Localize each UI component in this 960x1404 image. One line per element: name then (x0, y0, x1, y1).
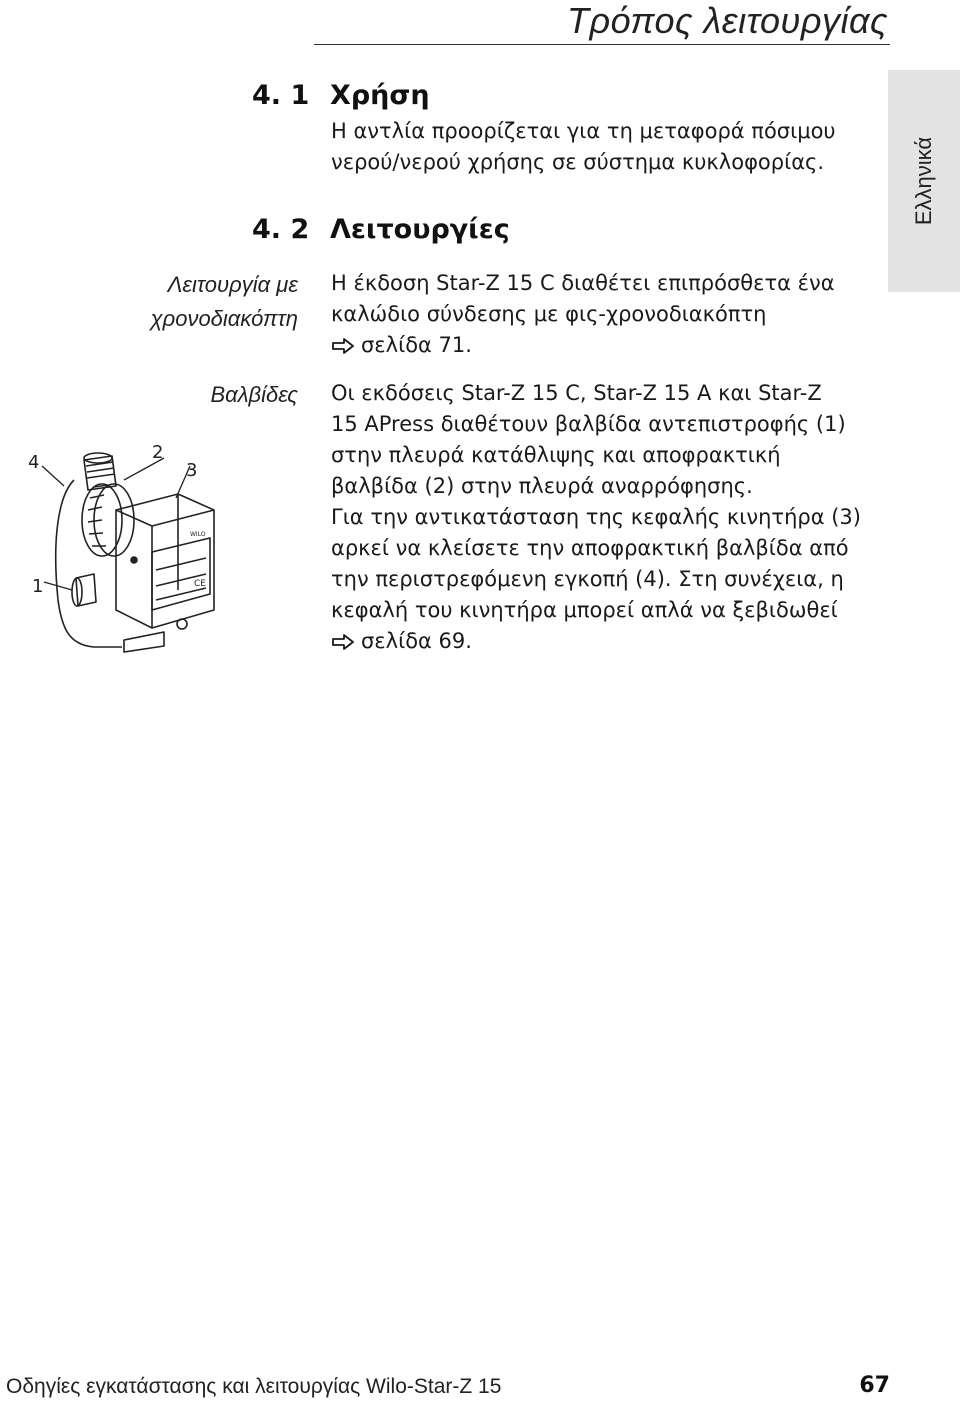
section-title: Χρήση (330, 80, 430, 111)
timer-text (331, 268, 906, 361)
page-header-title: Τρόπος λειτουργίας (567, 0, 888, 41)
section-title: Λειτουργίες (330, 214, 510, 245)
page-reference (331, 330, 906, 361)
side-label-valves: Βαλβίδες (210, 382, 298, 407)
page-reference-text: σελίδα 69. (361, 629, 472, 653)
arrow-right-icon (331, 338, 355, 354)
text-line: 15 APress διαθέτουν βαλβίδα αντεπιστροφής (1) (331, 412, 846, 436)
text-line: νερού/νερού χρήσης σε σύστημα κυκλοφορίας. (331, 150, 825, 174)
text-line: την περιστρεφόμενη εγκοπή (4). Στη συνέχεια, η (331, 567, 844, 591)
valves-text (331, 378, 906, 657)
text-line: βαλβίδα (2) στην πλευρά αναρρόφησης. (331, 474, 753, 498)
callout-label: 3 (186, 460, 198, 481)
language-label: Ελληνικά (911, 136, 936, 226)
page-number: 67 (859, 1373, 890, 1398)
footer-text: Οδηγίες εγκατάστασης και λειτουργίας Wilo-Star-Z 15 (6, 1375, 502, 1398)
page-reference-text: σελίδα 71. (361, 333, 472, 357)
figure-brand-text: WILO (190, 531, 206, 538)
page-reference (331, 626, 906, 657)
callout-label: 4 (28, 452, 40, 473)
section-number: 4. 1 (252, 80, 310, 111)
language-tab (888, 70, 960, 292)
side-label-timer (151, 268, 298, 336)
side-label-line: Λειτουργία με (167, 272, 298, 297)
pump-illustration (24, 440, 240, 662)
text-line: Η έκδοση Star-Z 15 C διαθέτει επιπρόσθετα ένα (331, 271, 835, 295)
header-divider (314, 44, 890, 45)
arrow-right-icon (331, 634, 355, 650)
text-line: Οι εκδόσεις Star-Z 15 C, Star-Z 15 A και Star-Z (331, 381, 822, 405)
figure-ce-text: CE (194, 579, 206, 589)
section-text (331, 116, 906, 178)
text-line: αρκεί να κλείσετε την αποφρακτική βαλβίδα από (331, 536, 849, 560)
text-line: στην πλευρά κατάθλιψης και αποφρακτική (331, 443, 781, 467)
text-line: καλώδιο σύνδεσης με φις-χρονοδιακόπτη (331, 302, 767, 326)
section-number: 4. 2 (252, 214, 310, 245)
side-label-line: χρονοδιακόπτη (150, 306, 298, 331)
text-line: κεφαλή του κινητήρα μπορεί απλά να ξεβιδωθεί (331, 598, 838, 622)
callout-label: 1 (32, 576, 44, 597)
text-line: Για την αντικατάσταση της κεφαλής κινητήρα (3) (331, 505, 861, 529)
text-line: Η αντλία προορίζεται για τη μεταφορά πόσιμου (331, 119, 836, 143)
callout-label: 2 (152, 442, 164, 463)
